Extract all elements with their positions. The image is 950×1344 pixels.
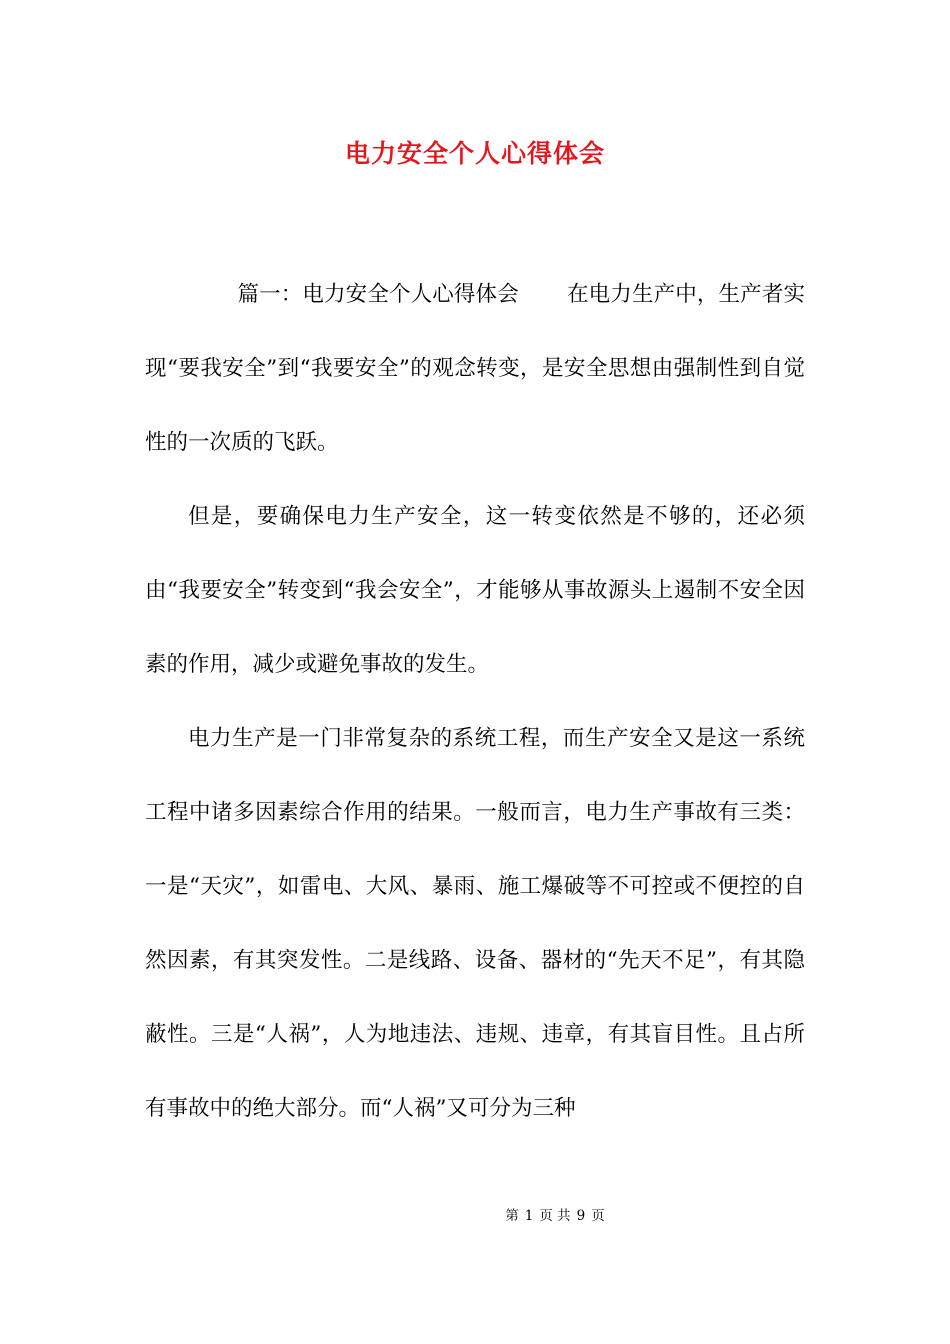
paragraph-3: 电力生产是一门非常复杂的系统工程，而生产安全又是这一系统工程中诸多因素综合作用的结果。一般而言，电力生产事故有三类：一是“天灾”，如雷电、大风、暴雨、施工爆破等不可控或不便控的自然因素，有其突发性。二是线路、设备、器材的“先天不足”，有其隐蔽性。三是“人祸”，人为地违法、违规、违章，有其盲目性。且占所有事故中的绝大部分。而“人祸”又可分为三种 xyxy=(145,726,805,1121)
document-title: 电力安全个人心得体会 xyxy=(344,139,605,168)
document-body xyxy=(145,258,805,1146)
paragraph-1-lead: 篇一：电力安全个人心得体会 xyxy=(237,282,519,307)
footer-page-number: 1 xyxy=(524,1208,534,1224)
paragraph-2: 但是，要确保电力生产安全，这一转变依然是不够的，还必须由“我要安全”转变到“我会安全”，才能够从事故源头上遏制不安全因素的作用，减少或避免事故的发生。 xyxy=(145,504,805,677)
page-footer xyxy=(0,1204,950,1228)
footer-suffix: 页 xyxy=(591,1208,605,1224)
footer-middle: 页 共 xyxy=(539,1208,571,1224)
footer-total-pages: 9 xyxy=(576,1208,586,1224)
paragraph-1 xyxy=(145,258,805,480)
footer-prefix: 第 xyxy=(505,1208,519,1224)
paragraph-1-text: 在电力生产中，生产者实现“要我安全”到“我要安全”的观念转变，是安全思想由强制性到自觉性的一次质的飞跃。 xyxy=(145,282,805,455)
